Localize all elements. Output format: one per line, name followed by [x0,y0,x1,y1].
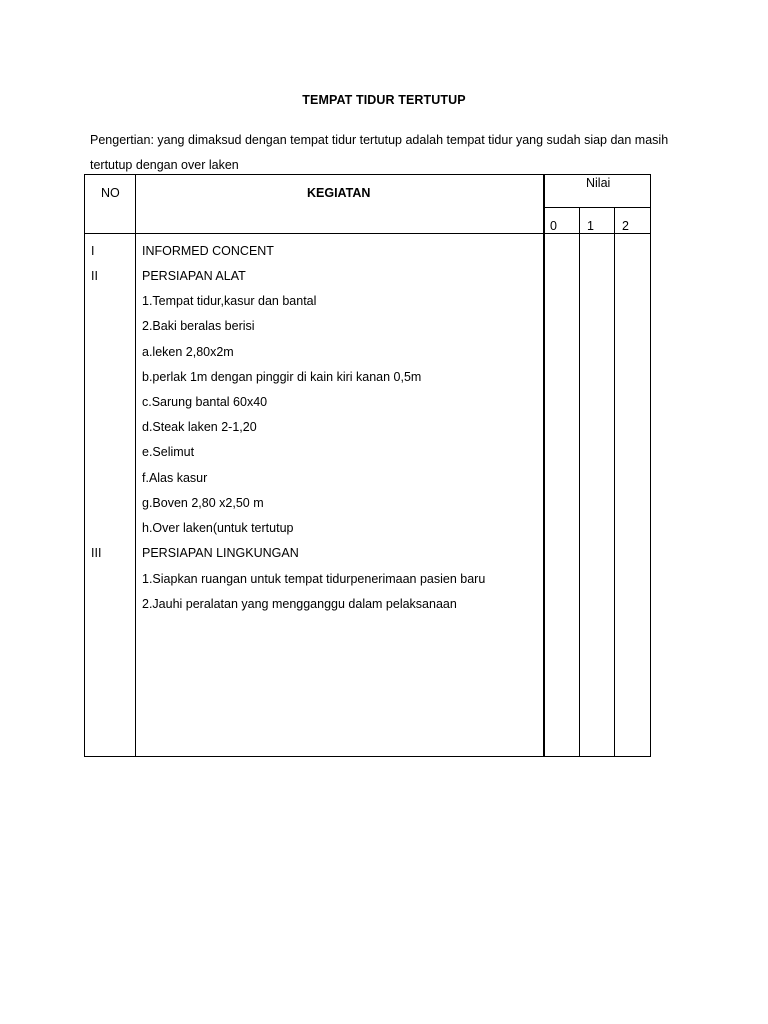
row-activity: PERSIAPAN LINGKUNGAN [142,546,299,560]
document-title: TEMPAT TIDUR TERTUTUP [302,93,466,107]
row-activity: PERSIAPAN ALAT [142,269,246,283]
row-activity: c.Sarung bantal 60x40 [142,395,268,409]
checklist-table [84,174,651,757]
row-activity: d.Steak laken 2-1,20 [142,420,257,434]
row-activity: g.Boven 2,80 x2,50 m [142,496,264,510]
table-row [85,597,545,622]
column-divider-score-1 [579,207,580,756]
table-row [85,345,545,370]
row-activity: 2.Jauhi peralatan yang mengganggu dalam pelaksanaan [142,597,457,611]
row-activity: b.perlak 1m dengan pinggir di kain kiri kanan 0,5m [142,370,422,384]
definition-text-line-1: Pengertian: yang dimaksud dengan tempat tidur tertutup adalah tempat tidur yang sudah siap dan masih [90,133,669,147]
table-row [85,471,545,496]
row-activity: f.Alas kasur [142,471,208,485]
table-row [85,496,545,521]
table-row [85,370,545,395]
table-row [85,319,545,344]
row-activity: a.leken 2,80x2m [142,345,234,359]
table-row [85,294,545,319]
row-activity: 2.Baki beralas berisi [142,319,255,333]
row-number: II [91,269,98,283]
row-activity: 1.Tempat tidur,kasur dan bantal [142,294,317,308]
row-number: III [91,546,102,560]
row-number: I [91,244,95,258]
definition-text-line-2: tertutup dengan over laken [90,158,239,172]
table-row [85,269,545,294]
header-kegiatan: KEGIATAN [307,186,371,200]
table-row [85,395,545,420]
header-bottom-divider [85,233,650,234]
table-row [85,244,545,269]
table-row [85,572,545,597]
table-row [85,445,545,470]
nilai-subheader-divider [544,207,650,208]
row-activity: INFORMED CONCENT [142,244,274,258]
header-score-0: 0 [550,219,557,233]
header-score-1: 1 [587,219,594,233]
row-activity: 1.Siapkan ruangan untuk tempat tidurpenerimaan pasien baru [142,572,486,586]
column-divider-score-2 [614,207,615,756]
row-activity: e.Selimut [142,445,195,459]
table-row [85,546,545,571]
header-score-2: 2 [622,219,629,233]
header-no: NO [101,186,120,200]
header-nilai: Nilai [586,176,611,190]
table-row [85,521,545,546]
row-activity: h.Over laken(untuk tertutup [142,521,294,535]
table-row [85,420,545,445]
